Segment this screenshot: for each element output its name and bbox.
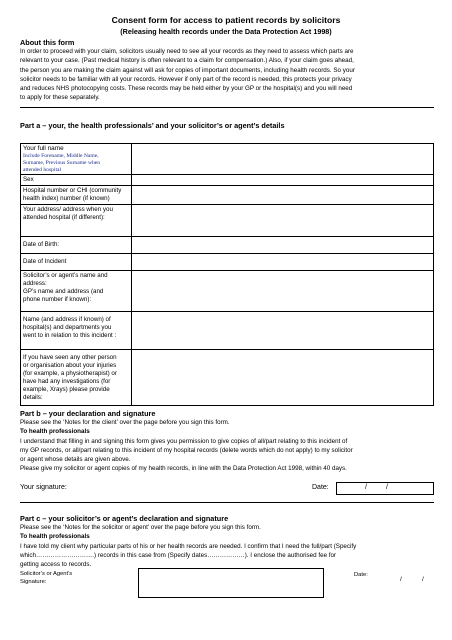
your-signature-label: Your signature:	[20, 484, 67, 491]
part-c-text: Please see the ‘Notes for the solicitor or agent’ over the page before you sign this form. To health professionals I have told my client why particular parts of his or her health records are needed. I confirm that I need the full/part (Specify which……………………….) records in this case from (Specify dates………………). I enclose the authorised fee for getting access to records.	[20, 524, 357, 569]
date-field[interactable]	[336, 482, 434, 495]
hospital-number-field[interactable]	[132, 186, 434, 205]
incident-date-label: Date of Incident	[21, 254, 132, 271]
solicitor-signature-field[interactable]	[138, 568, 324, 598]
date-slash-2: /	[386, 484, 388, 491]
about-heading: About this form	[20, 38, 75, 47]
hospital-number-label: Hospital number or CHI (community health index) number (if known)	[21, 186, 132, 205]
solicitor-signature-label: Solicitor’s or Agent’s Signature:	[20, 571, 73, 585]
incident-date-field[interactable]	[132, 254, 434, 271]
dob-label: Date of Birth:	[21, 237, 132, 254]
other-treatment-field[interactable]	[132, 350, 434, 406]
address-field[interactable]	[132, 205, 434, 237]
full-name-field[interactable]	[132, 144, 434, 175]
form-title: Consent form for access to patient records by solicitors	[111, 15, 341, 25]
solicitor-gp-field[interactable]	[132, 271, 434, 312]
address-label: Your address/ address when you attended hospital (if different):	[21, 205, 132, 237]
part-c-heading: Part c – your solicitor’s or agent’s declaration and signature	[20, 514, 229, 523]
hospitals-label: Name (and address if known) of hospital(s) and departments you went to in relation to this incident :	[21, 312, 132, 350]
date-slash-1: /	[365, 484, 367, 491]
solicitor-date-label: Date:	[354, 572, 368, 578]
part-a-heading: Part a – your, the health professionals’ and your solicitor’s or agent’s details	[20, 121, 285, 130]
form-subtitle: (Releasing health records under the Data Protection Act 1998)	[120, 27, 332, 36]
solicitor-date-slash-1: /	[400, 576, 402, 583]
patient-details-table	[20, 143, 434, 406]
sex-field[interactable]	[132, 175, 434, 186]
dob-field[interactable]	[132, 237, 434, 254]
solicitor-date-slash-2: /	[422, 576, 424, 583]
divider	[20, 502, 434, 503]
sex-label: Sex	[21, 175, 132, 186]
date-label: Date:	[312, 484, 329, 491]
other-treatment-label: If you have seen any other person or organisation about your injuries (for example, a physiotherapist) or have had any investigations (for example, Xrays) please provide details:	[21, 350, 132, 406]
part-b-text: Please see the ‘Notes for the client’ over the page before you sign this form. To health professionals I understand that filling in and signing this form gives you permission to give copies of all/part relating to this incident of my GP records, or all/part relating to this incident of my hospital records (delete words which do not apply) to my solicitor or agent whose details are given above. Please give my solicitor or agent copies of my health records, in line with the Data Protection Act 1998, within 40 days.	[20, 419, 353, 473]
solicitor-gp-label: Solicitor’s or agent’s name and address: GP’s name and address (and phone number if known):	[21, 271, 132, 312]
divider	[20, 107, 434, 108]
full-name-label: Your full name Include Forename, Middle Name, Surname, Previous Surname when attended hospital	[21, 144, 132, 175]
part-b-heading: Part b – your declaration and signature	[20, 409, 156, 418]
hospitals-field[interactable]	[132, 312, 434, 350]
about-text: In order to proceed with your claim, solicitors usually need to see all your records as they need to assess which parts are relevant to your case. (Past medical history is often relevant to a claim for compensation.) Also, if your claim goes ahead, the person you are making the claim against will ask for copies of important documents, including health records. So your solicitor needs to be familiar with all your records. However if only part of the record is needed, this protects your privacy and reduces NHS photocopying costs. These records may be held either by your GP or the hospital(s) and you will need to apply for these separately.	[20, 48, 355, 102]
